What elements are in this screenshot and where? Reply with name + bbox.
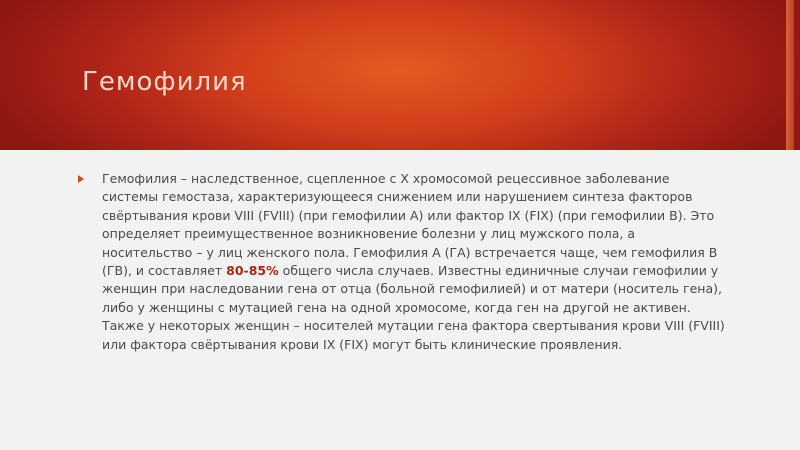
body-paragraph [102,170,728,354]
slide-content [78,170,728,354]
body-text-part-2: общего числа случаев. Известны единичные случаи гемофилии у женщин при наследовании гена от отца (больной гемофилией) и от матери (носитель гена), либо у женщины с мутацией гена на одной хромосоме, когда ген на другой не активен. Также у некоторых женщин – носителей мутации гена фактора свертывания крови VIII (FVIII) или фактора свёртывания крови IX (FIX) могут быть клинические проявления. [102,263,725,352]
accent-strip [786,0,794,150]
highlighted-percentage: 80-85% [226,263,279,279]
triangle-bullet-icon [78,175,84,183]
slide-title: Гемофилия [82,67,247,97]
body-text-part-1: Гемофилия – наследственное, сцепленное с Х хромосомой рецессивное заболевание системы гемостаза, характеризующееся снижением или нарушением синтеза факторов свёртывания крови VIII (FVIII) (при гемофилии А) или фактор IX (FIX) (при гемофилии В). Это определяет преимущественное возникновение болезни у лиц мужского пола, а носительство – у лиц женского пола. Гемофилия А (ГА) встречается чаще, чем гемофилия В (ГВ), и составляет [102,171,718,279]
